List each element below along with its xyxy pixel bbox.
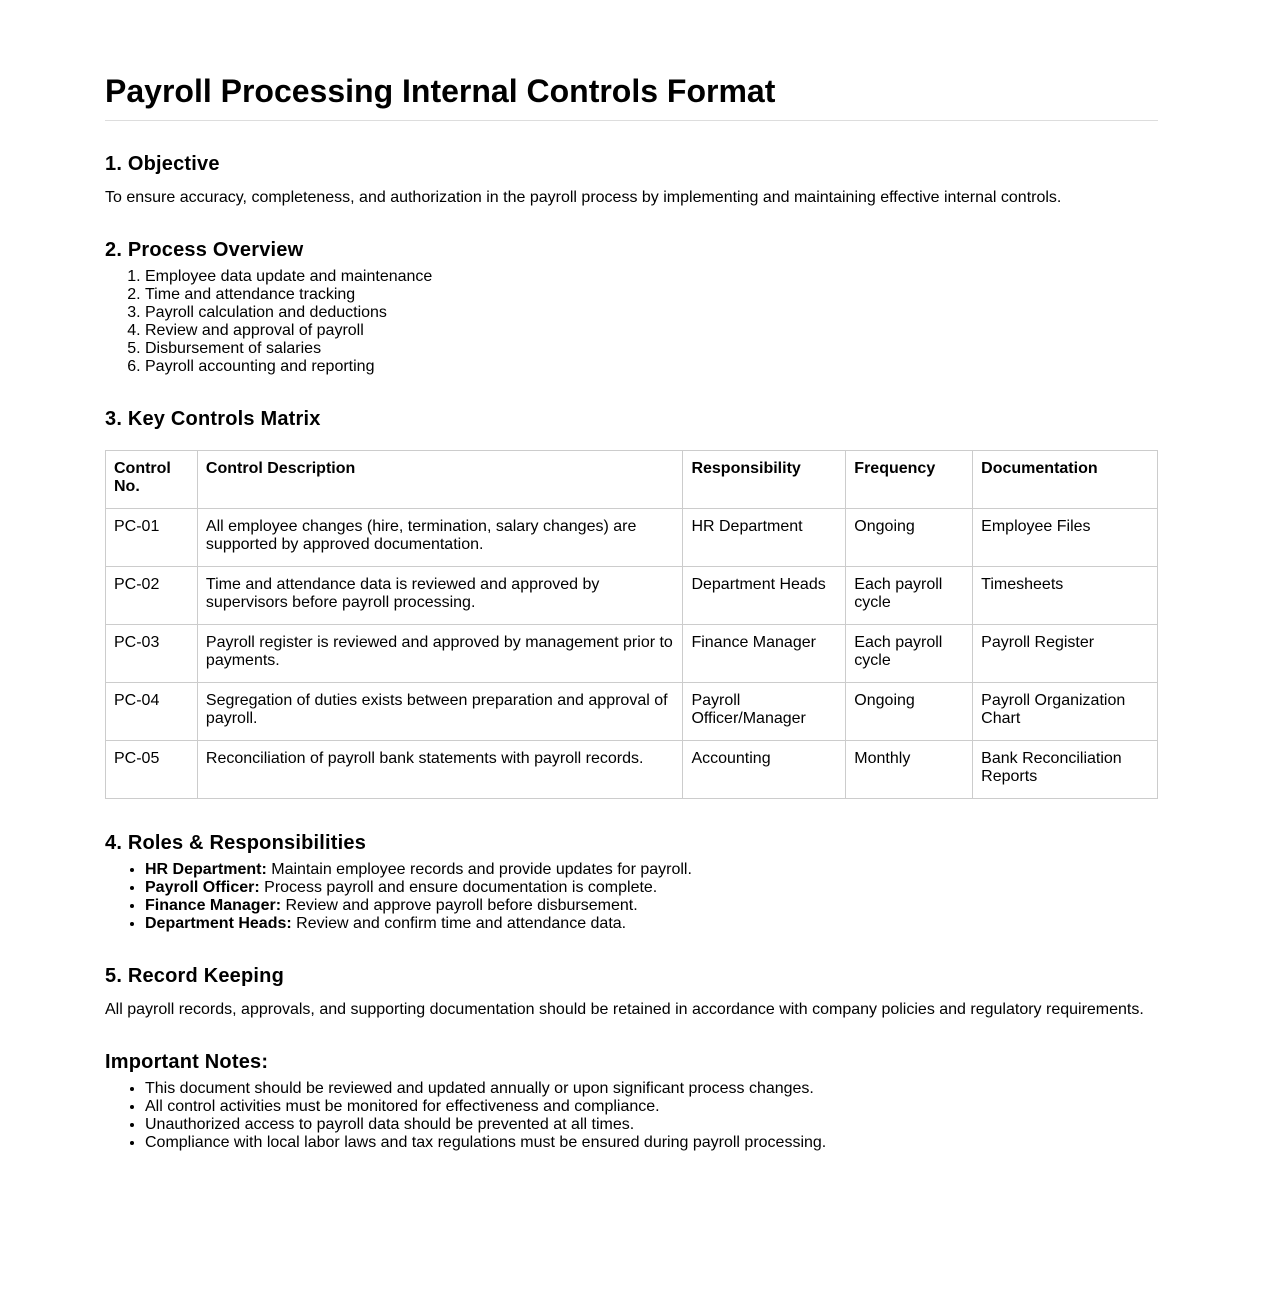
roles-heading: 4. Roles & Responsibilities (105, 831, 367, 854)
table-cell: Employee Files (973, 508, 1158, 566)
table-row (106, 566, 1158, 624)
table-cell: Ongoing (846, 682, 973, 740)
controls-matrix-section (105, 407, 1158, 799)
list-item (145, 897, 1158, 915)
table-cell: All employee changes (hire, termination, salary changes) are supported by approved documentation. (197, 508, 683, 566)
role-description: Review and approve payroll before disbursement. (281, 896, 638, 914)
table-row (106, 740, 1158, 798)
table-row (106, 624, 1158, 682)
roles-section (105, 831, 1158, 933)
table-cell: Each payroll cycle (846, 566, 973, 624)
list-item: 4. Review and approval of payroll (145, 322, 1158, 340)
objective-text: To ensure accuracy, completeness, and authorization in the payroll process by implementing and maintaining effective internal controls. (105, 188, 1062, 206)
table-cell: PC-04 (106, 682, 198, 740)
page-title: Payroll Processing Internal Controls Format (105, 73, 1158, 121)
table-cell: Payroll register is reviewed and approved by management prior to payments. (197, 624, 683, 682)
table-header-row (106, 450, 1158, 508)
table-cell: Department Heads (683, 566, 846, 624)
list-item (145, 915, 1158, 933)
role-name: Payroll Officer: (145, 878, 260, 896)
objective-heading: 1. Objective (105, 152, 220, 175)
table-cell: PC-01 (106, 508, 198, 566)
role-name: Department Heads: (145, 914, 292, 932)
list-item: 2. Time and attendance tracking (145, 286, 1158, 304)
notes-heading: Important Notes: (105, 1050, 269, 1073)
list-item: 6. Payroll accounting and reporting (145, 358, 1158, 376)
list-item (145, 861, 1158, 879)
controls-matrix-heading: 3. Key Controls Matrix (105, 407, 321, 430)
column-header: Frequency (846, 450, 973, 508)
notes-section (105, 1050, 1158, 1152)
document (105, 0, 1158, 1152)
record-keeping-text: All payroll records, approvals, and supporting documentation should be retained in accordance with company policies and regulatory requirements. (105, 1000, 1144, 1018)
list-item: 3. Payroll calculation and deductions (145, 304, 1158, 322)
record-keeping-section (105, 964, 1158, 1019)
table-cell: Time and attendance data is reviewed and approved by supervisors before payroll processing. (197, 566, 683, 624)
table-cell: Segregation of duties exists between preparation and approval of payroll. (197, 682, 683, 740)
record-keeping-heading: 5. Record Keeping (105, 964, 284, 987)
list-item (145, 879, 1158, 897)
controls-table (105, 450, 1158, 799)
objective-section (105, 152, 1158, 207)
table-row (106, 508, 1158, 566)
list-item: • Unauthorized access to payroll data should be prevented at all times. (145, 1116, 1158, 1134)
role-description: Review and confirm time and attendance data. (291, 914, 627, 932)
list-item: • All control activities must be monitored for effectiveness and compliance. (145, 1098, 1158, 1116)
role-description: Process payroll and ensure documentation is complete. (259, 878, 658, 896)
table-cell: PC-03 (106, 624, 198, 682)
column-header: Documentation (973, 450, 1158, 508)
table-cell: Payroll Officer/Manager (683, 682, 846, 740)
column-header: Control No. (106, 450, 198, 508)
table-cell: Finance Manager (683, 624, 846, 682)
table-cell: Each payroll cycle (846, 624, 973, 682)
list-item: • This document should be reviewed and updated annually or upon significant process changes. (145, 1080, 1158, 1098)
role-name: HR Department: (145, 860, 267, 878)
role-description: Maintain employee records and provide updates for payroll. (266, 860, 692, 878)
process-overview-heading: 2. Process Overview (105, 238, 304, 261)
table-cell: Monthly (846, 740, 973, 798)
table-row (106, 682, 1158, 740)
role-name: Finance Manager: (145, 896, 282, 914)
table-cell: Accounting (683, 740, 846, 798)
list-item: • Compliance with local labor laws and tax regulations must be ensured during payroll processing. (145, 1134, 1158, 1152)
column-header: Responsibility (683, 450, 846, 508)
table-cell: PC-02 (106, 566, 198, 624)
table-cell: HR Department (683, 508, 846, 566)
table-cell: Payroll Organization Chart (973, 682, 1158, 740)
table-cell: Timesheets (973, 566, 1158, 624)
notes-list (105, 1080, 1158, 1152)
list-item: 1. Employee data update and maintenance (145, 268, 1158, 286)
roles-list (105, 861, 1158, 933)
table-cell: Payroll Register (973, 624, 1158, 682)
table-cell: PC-05 (106, 740, 198, 798)
table-cell: Reconciliation of payroll bank statements with payroll records. (197, 740, 683, 798)
process-steps-list (105, 268, 1158, 376)
list-item: 5. Disbursement of salaries (145, 340, 1158, 358)
table-cell: Ongoing (846, 508, 973, 566)
process-overview-section (105, 238, 1158, 376)
table-cell: Bank Reconciliation Reports (973, 740, 1158, 798)
column-header: Control Description (197, 450, 683, 508)
